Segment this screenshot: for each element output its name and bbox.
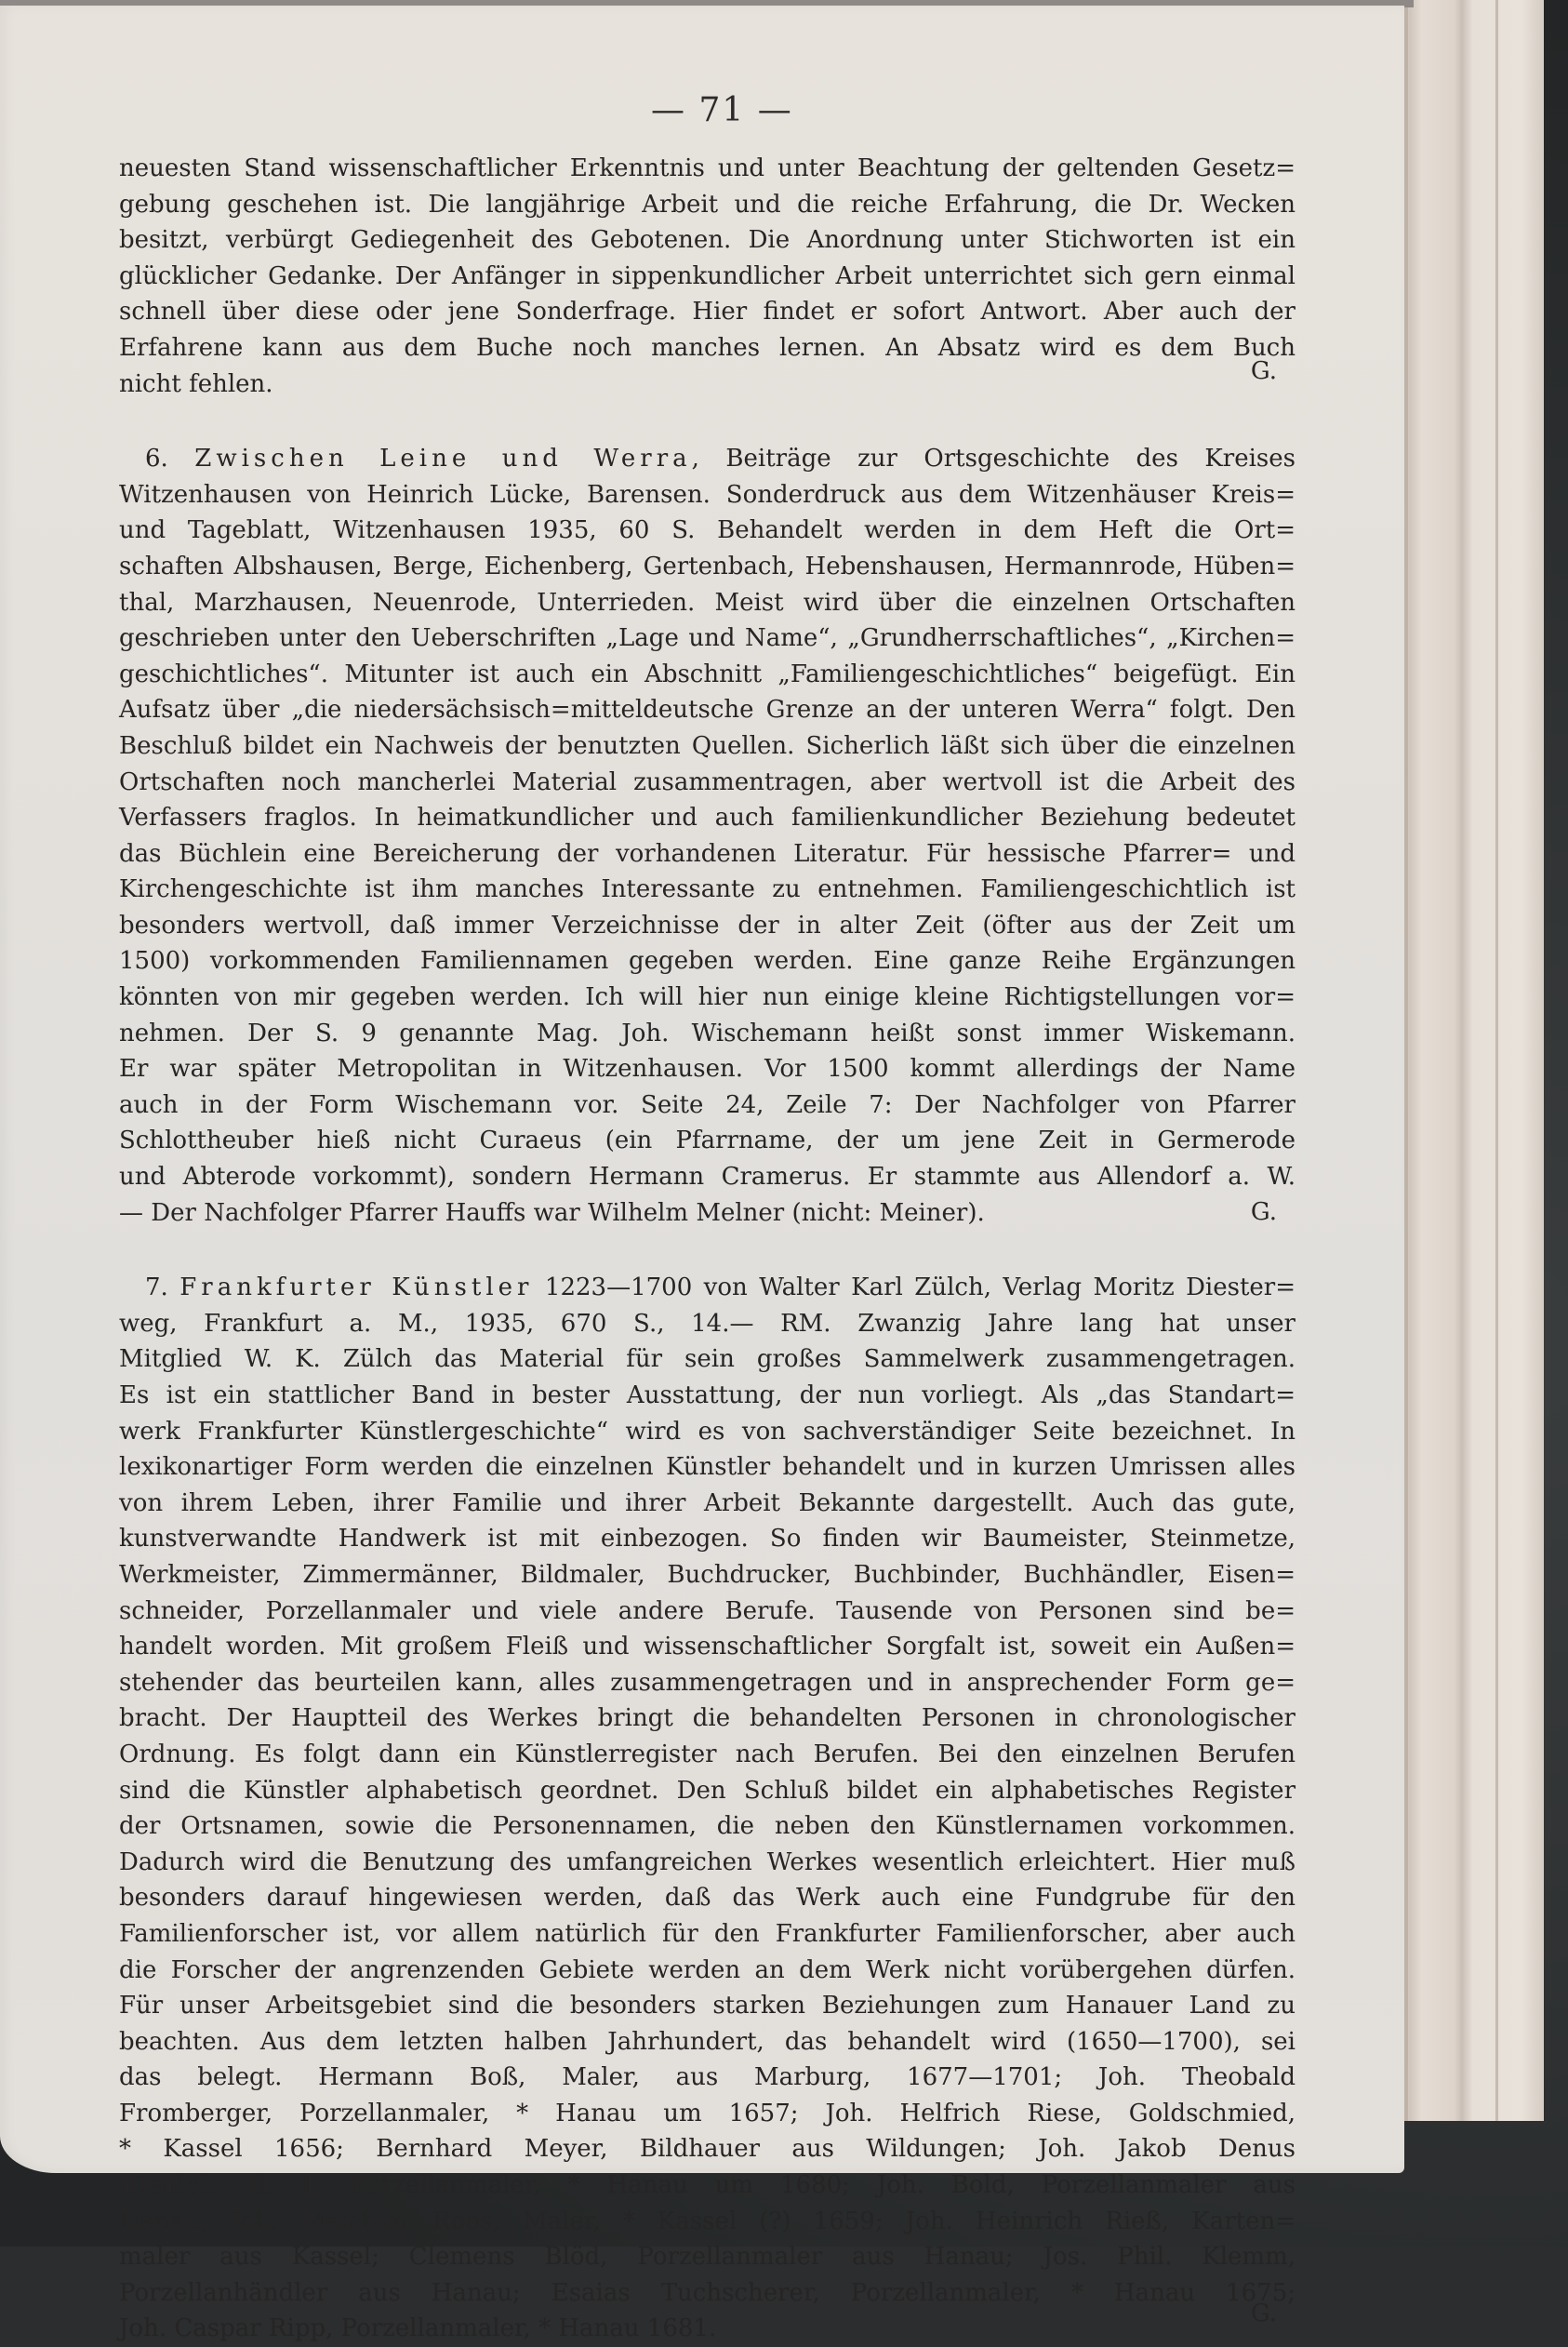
text-line: das Büchlein eine Bereicherung der vorhandenen Literatur. Für hessische Pfarrer= und xyxy=(119,839,1296,868)
text-line: — Der Nachfolger Pfarrer Hauffs war Wilhelm Melner (nicht: Meiner). xyxy=(119,1198,985,1227)
text-line: maler aus Kassel; Clemens Blöd, Porzellanmaler aus Hanau; Jos. Phil. Klemm, xyxy=(119,2243,1296,2272)
signature: G. xyxy=(1250,2299,1277,2327)
text-line: und Abterode vorkommt), sondern Hermann Cramerus. Er stammte aus Allendorf a. W. xyxy=(119,1163,1296,1192)
text-line: Kirchengeschichte ist ihm manches Interessante zu entnehmen. Familiengeschichtlich ist xyxy=(119,875,1296,904)
text-line: nehmen. Der S. 9 genannte Mag. Joh. Wischemann heißt sonst immer Wiskemann. xyxy=(119,1019,1296,1047)
text-line: Ortschaften noch mancherlei Material zusammentragen, aber wertvoll ist die Arbeit des xyxy=(119,767,1296,796)
text-line: besitzt, verbürgt Gediegenheit des Gebotenen. Die Anordnung unter Stichworten ist ein xyxy=(119,226,1296,255)
book-title: Frankfurter Künstler xyxy=(179,1274,534,1302)
book-page xyxy=(0,6,1404,2343)
text-line: Witzenhausen von Heinrich Lücke, Barensen. Sonderdruck aus dem Witzenhäuser Kreis= xyxy=(119,480,1296,509)
text-line: werk Frankfurter Künstlergeschichte“ wird es von sachverständiger Seite bezeichnet. In xyxy=(119,1417,1296,1446)
text-line: geschichtliches“. Mitunter ist auch ein Abschnitt „Familiengeschichtliches“ beigefügt. Ein xyxy=(119,660,1296,688)
text-line: Erfahrene kann aus dem Buche noch manches lernen. An Absatz wird es dem Buch xyxy=(119,333,1296,362)
signature: G. xyxy=(1250,1198,1277,1227)
page-stack-edge xyxy=(1395,0,1544,2121)
text-line: schneider, Porzellanmaler und viele andere Berufe. Tausende von Personen sind be= xyxy=(119,1596,1296,1625)
text-line: Mitglied W. K. Zülch das Material für sein großes Sammelwerk zusammengetragen. xyxy=(119,1345,1296,1374)
text-line: Joh. Caspar Ripp, Porzellanmaler, * Hanau 1681. xyxy=(119,2314,717,2343)
text-line: lexikonartiger Form werden die einzelnen Künstler behandelt und in kurzen Umrissen alles xyxy=(119,1453,1296,1482)
paragraph-spacer xyxy=(119,402,1296,441)
page-number: — 71 — xyxy=(651,91,793,129)
page-text xyxy=(119,151,1296,2347)
text-line: (Denich) d. J., Porzellanmaler, * Hanau um 1680; Joh. Bold, Porzellanmaler aus xyxy=(119,2171,1296,2200)
text-line: schaften Albshausen, Berge, Eichenberg, Gertenbach, Hebenshausen, Hermannrode, Hüben= xyxy=(119,552,1296,580)
text-line: Beschluß bildet ein Nachweis der benutzten Quellen. Sicherlich läßt sich über die einzelnen xyxy=(119,731,1296,760)
text-line: sind die Künstler alphabetisch geordnet. Den Schluß bildet ein alphabetisches Register xyxy=(119,1776,1296,1805)
text-line: Aufsatz über „die niedersächsisch=mitteldeutsche Grenze an der unteren Werra“ folgt. Den xyxy=(119,696,1296,725)
text-line xyxy=(119,1270,1296,1306)
text-fragment: 1223—1700 von Walter Karl Zülch, Verlag Moritz Diester= xyxy=(533,1274,1296,1302)
text-line: der Ortsnamen, sowie die Personennamen, die neben den Künstlernamen vorkommen. xyxy=(119,1812,1296,1841)
paragraph-spacer xyxy=(119,1231,1296,1270)
text-line: weg, Frankfurt a. M., 1935, 670 S., 14.— RM. Zwanzig Jahre lang hat unser xyxy=(119,1309,1296,1338)
text-line: Werkmeister, Zimmermänner, Bildmaler, Buchdrucker, Buchbinder, Buchhändler, Eisen= xyxy=(119,1560,1296,1589)
text-line: nicht fehlen. xyxy=(119,369,273,398)
text-line: Verfassers fraglos. In heimatkundlicher und auch familienkundlicher Beziehung bedeutet xyxy=(119,804,1296,833)
text-line: Schlottheuber hieß nicht Curaeus (ein Pfarrname, der um jene Zeit in Germerode xyxy=(119,1127,1296,1155)
line-with-signature xyxy=(119,2275,1296,2327)
text-line: schnell über diese oder jene Sonderfrage. Hier findet er sofort Antwort. Aber auch der xyxy=(119,298,1296,327)
text-line: * Kassel 1656; Bernhard Meyer, Bildhauer aus Wildungen; Joh. Jakob Denus xyxy=(119,2135,1296,2164)
text-line: bracht. Der Hauptteil des Werkes bringt die behandelten Personen in chronologischer xyxy=(119,1704,1296,1733)
text-line: auch in der Form Wischemann vor. Seite 24, Zeile 7: Der Nachfolger von Pfarrer xyxy=(119,1090,1296,1119)
book-title: Zwischen Leine und Werra xyxy=(194,445,692,473)
signature: G. xyxy=(1250,356,1277,385)
text-line: und Tageblatt, Witzenhausen 1935, 60 S. Behandelt werden in dem Heft die Ort= xyxy=(119,516,1296,545)
text-line: Hanau; Joh. Melchior Roos, Maler, * Kassel (?) 1659; Joh. Heinrich Rieß, Karten= xyxy=(119,2207,1296,2235)
text-line: neuesten Stand wissenschaftlicher Erkenntnis und unter Beachtung der geltenden Gesetz= xyxy=(119,154,1296,182)
text-line: das belegt. Hermann Boß, Maler, aus Marburg, 1677—1701; Joh. Theobald xyxy=(119,2063,1296,2092)
text-line: Er war später Metropolitan in Witzenhausen. Vor 1500 kommt allerdings der Name xyxy=(119,1055,1296,1084)
text-line: glücklicher Gedanke. Der Anfänger in sippenkundlicher Arbeit unterrichtet sich gern einmal xyxy=(119,261,1296,290)
page-edge-line xyxy=(1404,0,1408,2121)
text-line: besonders darauf hingewiesen werden, daß das Werk auch eine Fundgrube für den xyxy=(119,1884,1296,1913)
text-line xyxy=(119,441,1296,477)
review-item-7 xyxy=(119,1270,1296,2347)
text-fragment: , Beiträge zur Ortsgeschichte des Kreises xyxy=(691,445,1296,473)
text-line: beachten. Aus dem letzten halben Jahrhundert, das behandelt wird (1650—1700), sei xyxy=(119,2027,1296,2056)
text-line: Fromberger, Porzellanmaler, * Hanau um 1657; Joh. Helfrich Riese, Goldschmied, xyxy=(119,2099,1296,2127)
page-edge-line xyxy=(1495,0,1498,2121)
text-line: handelt worden. Mit großem Fleiß und wissenschaftlicher Sorgfalt ist, soweit ein Außen= xyxy=(119,1633,1296,1661)
text-line: kunstverwandte Handwerk ist mit einbezogen. So finden wir Baumeister, Steinmetze, xyxy=(119,1525,1296,1554)
text-line: Familienforscher ist, vor allem natürlich für den Frankfurter Familienforscher, aber auch xyxy=(119,1919,1296,1948)
text-line: Es ist ein stattlicher Band in bester Ausstattung, der nun vorliegt. Als „das Standart= xyxy=(119,1381,1296,1409)
text-line: geschrieben unter den Ueberschriften „Lage und Name“, „Grundherrschaftliches“, „Kirchen= xyxy=(119,624,1296,653)
review-item-6 xyxy=(119,441,1296,1231)
paragraph-intro xyxy=(119,151,1296,402)
text-line: Dadurch wird die Benutzung des umfangreichen Werkes wesentlich erleichtert. Hier muß xyxy=(119,1847,1296,1876)
text-line: die Forscher der angrenzenden Gebiete werden an dem Werk nicht vorübergehen dürfen. xyxy=(119,1955,1296,1984)
text-line: thal, Marzhausen, Neuenrode, Unterrieden. Meist wird über die einzelnen Ortschaften xyxy=(119,588,1296,617)
text-line: stehender das beurteilen kann, alles zusammengetragen und in ansprechender Form ge= xyxy=(119,1668,1296,1697)
item-number: 7. xyxy=(145,1274,168,1302)
text-line: besonders wertvoll, daß immer Verzeichnisse der in alter Zeit (öfter aus der Zeit um xyxy=(119,911,1296,940)
text-line: gebung geschehen ist. Die langjährige Arbeit und die reiche Erfahrung, die Dr. Wecken xyxy=(119,190,1296,219)
item-number: 6. xyxy=(145,445,168,473)
text-line: Porzellanhändler aus Hanau; Esaias Tuchscherer, Porzellanmaler, * Hanau 1675; xyxy=(119,2278,1296,2307)
text-line: Ordnung. Es folgt dann ein Künstlerregister nach Berufen. Bei den einzelnen Berufen xyxy=(119,1740,1296,1768)
text-line: Für unser Arbeitsgebiet sind die besonders starken Beziehungen zum Hanauer Land zu xyxy=(119,1992,1296,2020)
text-line: von ihrem Leben, ihrer Familie und ihrer Arbeit Bekannte dargestellt. Auch das gute, xyxy=(119,1488,1296,1517)
last-line-with-signature xyxy=(119,356,1296,403)
text-line: 1500) vorkommenden Familiennamen gegeben werden. Eine ganze Reihe Ergänzungen xyxy=(119,947,1296,976)
text-line: könnten von mir gegeben werden. Ich will hier nun einige kleine Richtigstellungen vor= xyxy=(119,983,1296,1012)
